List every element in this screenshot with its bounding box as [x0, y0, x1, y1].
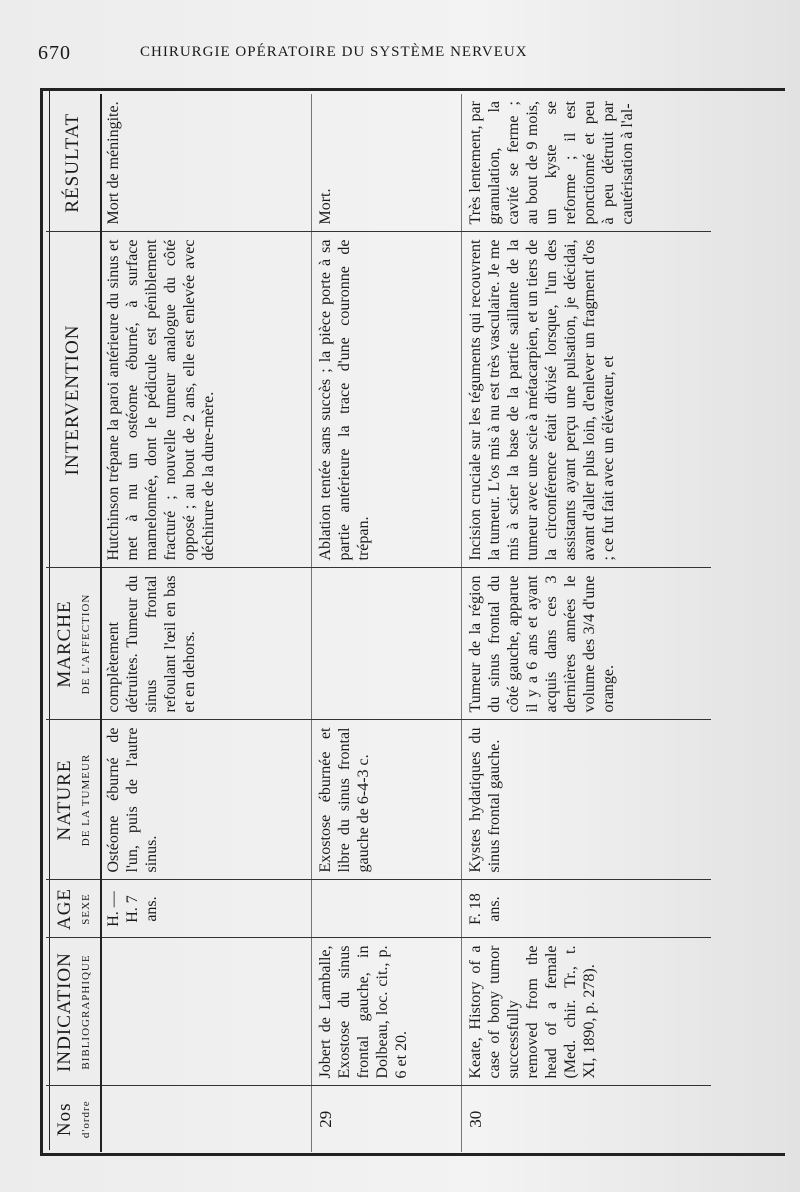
resultat-cell: Mort. — [311, 94, 461, 232]
nature-cell: Exostose éburnée et libre du sinus frontal gauche de 6-4-3 c. — [311, 720, 461, 880]
running-title: CHIRURGIE OPÉRATOIRE DU SYSTÈME NERVEUX — [140, 44, 528, 60]
num-header-sub: d'ordre — [80, 1100, 92, 1139]
page-number: 670 — [38, 42, 71, 64]
age-header-label: AGE — [54, 887, 75, 931]
num-header-label: Nos — [54, 1102, 75, 1137]
indication-cell — [101, 938, 311, 1086]
col-indication-header — [46, 938, 101, 1086]
nature-header-label: NATURE — [54, 759, 75, 841]
header-row — [46, 94, 101, 1152]
age-sex-cell — [311, 880, 461, 938]
resultat-header-label: RÉSULTAT — [62, 112, 83, 213]
age-header-sub: SEXE — [80, 893, 92, 925]
col-age-header — [46, 880, 101, 938]
table-row — [461, 94, 711, 1152]
marche-cell: complètement détruites. Tumeur du sinus frontal refoulant l'œil en bas et en dehors. — [101, 568, 311, 720]
table-row — [311, 94, 461, 1152]
case-number: 29 — [311, 1086, 461, 1152]
col-num-header — [46, 1086, 101, 1152]
case-table — [46, 94, 711, 1152]
intervention-cell: Incision cruciale sur les téguments qui recouvrent la tumeur. L'os mis à nu est très vasculaire. Je me mis à scier la base de la partie saillante de la tumeur avec une scie à métacarpien, et un tiers de la circonférence était divisé lorsque, l'un des assistants ayant perçu une pulsation, je décidai, avant d'aller plus loin, d'enlever un fragment d'os ; ce fut fait avec un élévateur, et — [461, 232, 711, 568]
marche-header-sub: DE L'AFFECTION — [80, 593, 92, 695]
marche-header-label: MARCHE — [54, 600, 75, 688]
table-row — [101, 94, 311, 1152]
indication-header-label: INDICATION — [54, 952, 75, 1072]
marche-cell: Tumeur de la région du sinus frontal du côté gauche, apparue il y a 6 ans et ayant acquis dans ces 3 dernières années le volume des 3/4 d'une orange. — [461, 568, 711, 720]
indication-cell: Jobert de Lamballe, Exostose du sinus frontal gauche, in Dolbeau, loc. cit., p. 6 et 20. — [311, 938, 461, 1086]
resultat-cell: Très lentement, par granulation, la cavité se ferme ; au bout de 9 mois, un kyste se reforme ; il est ponctionné et peu à peu détruit par cautérisation à l'al- — [461, 94, 711, 232]
indication-header-sub: BIBLIOGRAPHIQUE — [80, 954, 92, 1070]
resultat-cell: Mort de méningite. — [101, 94, 311, 232]
nature-cell: Ostéome éburné de l'un, puis de l'autre sinus. — [101, 720, 311, 880]
col-marche-header — [46, 568, 101, 720]
indication-cell: Keate, History of a case of bony tumor successfully removed from the head of a female (Med. chir. Tr., t. XI, 1890, p. 278). — [461, 938, 711, 1086]
marche-cell — [311, 568, 461, 720]
nature-header-sub: DE LA TUMEUR — [80, 753, 92, 847]
intervention-cell: Hutchinson trépane la paroi antérieure du sinus et met à nu un ostéome éburné, à surface mamelonnée, dont le pédicule est péniblement fracturé ; nouvelle tumeur analogue du côté opposé ; au bout de 2 ans, elle est enlevée avec déchirure de la dure-mère. — [101, 232, 311, 568]
nature-cell: Kystes hydatiques du sinus frontal gauche. — [461, 720, 711, 880]
case-number — [101, 1086, 311, 1152]
age-sex-cell: F. 18 ans. — [461, 880, 711, 938]
col-nature-header — [46, 720, 101, 880]
age-sex-cell: H. — H. 7 ans. — [101, 880, 311, 938]
intervention-header-label: INTERVENTION — [62, 324, 83, 476]
case-number: 30 — [461, 1086, 711, 1152]
col-resultat-header — [46, 94, 101, 232]
col-intervention-header — [46, 232, 101, 568]
intervention-cell: Ablation tentée sans succès ; la pièce porte à sa partie antérieure la trace d'une couronne de trépan. — [311, 232, 461, 568]
